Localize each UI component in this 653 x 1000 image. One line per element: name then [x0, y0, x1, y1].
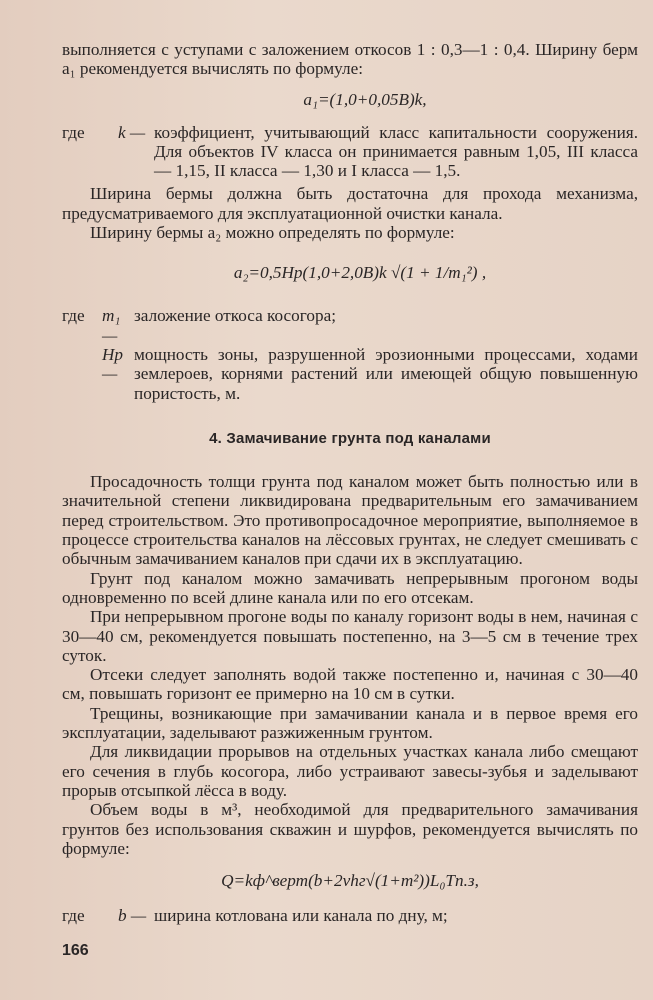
- definition-m1: [62, 306, 638, 345]
- where-label: где: [62, 906, 85, 926]
- body-paragraph-2: Грунт под каналом можно замачивать непрерывным прогоном воды одновременно по всей длине канала или по его отсекам.: [62, 568, 638, 607]
- where-label: где: [62, 306, 85, 326]
- hp-definition: мощность зоны, разрушенной эрозионными процессами, ходами землероев, корнями растений или имеющей общую повышенную пористость, м.: [134, 344, 638, 403]
- section-heading: 4. Замачивание грунта под каналами: [209, 429, 491, 447]
- where-label: где: [62, 122, 85, 142]
- formula-a2: a₂=0,5Hр(1,0+2,0B)k √(1 + 1/m₁²) ,: [233, 263, 487, 283]
- m1-definition: заложение откоса косогора;: [134, 306, 336, 326]
- intro-paragraph: выполняется с уступами с заложением откосов 1 : 0,3—1 : 0,4. Ширину берм a₁ рекомендуется вычислять по формуле:: [62, 40, 638, 79]
- page-content: [62, 40, 638, 925]
- formula-q: Q=kф^верт(b+2νhг√(1+m²))L₀Tп.з,: [221, 871, 479, 891]
- definitions-a2: [62, 306, 638, 402]
- body-paragraph-5: Трещины, возникающие при замачивании канала и в первое время его эксплуатации, заделывают разжиженным грунтом.: [62, 703, 638, 743]
- b-definition: ширина котлована или канала по дну, м;: [154, 906, 448, 926]
- b-symbol: b —: [118, 906, 147, 926]
- k-definition: коэффициент, учитывающий класс капитальности сооружения. Для объектов IV класса он принимается равным 1,05, III класса — 1,15, II класса — 1,30 и I класса — 1,5.: [154, 122, 638, 181]
- k-symbol: k —: [118, 122, 146, 142]
- body-paragraph-7: Объем воды в м³, необходимой для предварительного замачивания грунтов без использования скважин и шурфов, рекомендуется вычислять по формуле:: [62, 800, 638, 858]
- body-paragraph-3: При непрерывном прогоне воды по каналу горизонт воды в нем, начиная с 30—40 см, рекомендуется повышать постепенно, на 3—5 см в течение трех суток.: [62, 607, 638, 665]
- m1-symbol: m₁ —: [102, 306, 121, 345]
- a2-intro-paragraph: Ширину бермы a₂ можно определять по формуле:: [90, 223, 455, 243]
- body-paragraph-1: Просадочность толщи грунта под каналом может быть полностью или в значительной степени ликвидирована предварительным его замачиванием перед строительством. Это противопросадочное мероприятие, выполняемое в процессе строительства каналов на лёссовых грунтах, не следует смешивать с обычным замачиванием каналов при сдачи их в эксплуатацию.: [62, 472, 638, 569]
- hp-symbol: Hр —: [102, 344, 124, 384]
- definition-k: [62, 123, 638, 181]
- body-paragraph-6: Для ликвидации прорывов на отдельных участках канала либо смещают его сечения в глубь косогора, либо устраивают завесы-зубья и заделывают прорыв отсыпкой лёсса в воду.: [62, 742, 638, 800]
- formula-a1: a₁=(1,0+0,05B)k,: [303, 89, 427, 109]
- berm-width-paragraph: Ширина бермы должна быть достаточна для прохода механизма, предусматриваемого для эксплуатационной очистки канала.: [62, 184, 638, 223]
- page-number: 166: [62, 942, 89, 959]
- body-paragraph-4: Отсеки следует заполнять водой также постепенно и, начиная с 30—40 см, повышать горизонт ее примерно на 10 см в сутки.: [62, 665, 638, 704]
- definition-b: [62, 906, 638, 925]
- definition-hp: [62, 345, 638, 403]
